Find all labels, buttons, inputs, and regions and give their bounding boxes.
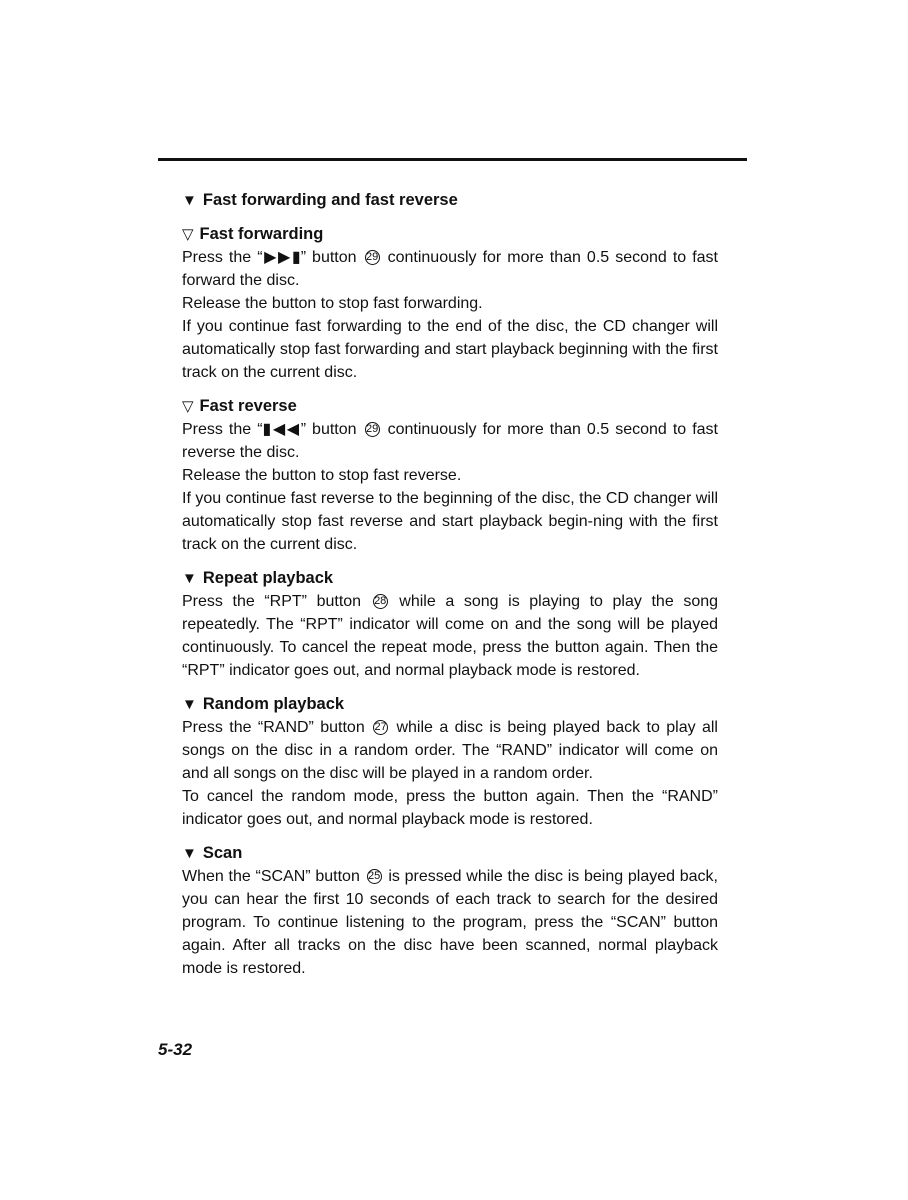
text-run: while a song is playing to play the song repeatedly. The “RPT” indicator will come on and the song will be played continuously. To cancel the repeat mode, press the button again. Then the “RPT” indicator goes out, and normal playback mode is restored. xyxy=(182,593,719,679)
paragraph: If you continue fast forwarding to the end of the disc, the CD changer will automatically stop fast forwarding and start playback beginning with the first track on the current disc. xyxy=(182,318,718,381)
text-run: Press the “▮◀◀” button xyxy=(182,421,363,438)
paragraph xyxy=(182,716,718,785)
paragraph xyxy=(182,590,718,682)
callout-number: 29 xyxy=(365,251,379,263)
text-run: Press the “▶▶▮” button xyxy=(182,249,363,266)
subsection-heading-text: Fast reverse xyxy=(199,397,297,415)
text-run: continuously for more than 0.5 second to fast reverse the disc. xyxy=(182,421,718,461)
subsection-fast-reverse xyxy=(182,395,718,556)
section-heading-text: Repeat playback xyxy=(202,569,334,587)
text-run: Press the “RPT” button xyxy=(182,593,371,610)
section-heading xyxy=(182,842,718,865)
section-heading xyxy=(182,693,718,716)
section-heading-text: Scan xyxy=(202,844,243,862)
text-run: is pressed while the disc is being played back, you can hear the first 10 seconds of each track to search for the desired program. To continue listening to the program, press the “SCAN” button again. After all tracks on the disc have been scanned, normal playback mode is restored. xyxy=(182,868,719,977)
section-heading xyxy=(182,567,718,590)
document-body xyxy=(182,189,718,991)
text-run: while a disc is being played back to play all songs on the disc in a random order. The “RAND” indicator will come on and all songs on the disc will be played in a random order. xyxy=(182,719,718,782)
paragraph: If you continue fast reverse to the beginning of the disc, the CD changer will automatically stop fast reverse and start playback begin-ning with the first track on the current disc. xyxy=(182,490,718,553)
down-triangle-filled-icon: ▼ xyxy=(182,696,197,713)
down-triangle-outline-icon: ▽ xyxy=(182,226,194,243)
paragraph: To cancel the random mode, press the button again. Then the “RAND” indicator goes out, and normal playback mode is restored. xyxy=(182,788,718,828)
subsection-fast-forwarding xyxy=(182,223,718,384)
section-random-playback xyxy=(182,693,718,831)
text-run: Press the “RAND” button xyxy=(182,719,372,736)
callout-number: 28 xyxy=(374,595,387,607)
paragraph: Release the button to stop fast forwarding. xyxy=(182,295,483,312)
subsection-heading-text: Fast forwarding xyxy=(199,225,324,243)
down-triangle-filled-icon: ▼ xyxy=(182,570,197,587)
section-heading-text: Fast forwarding and fast reverse xyxy=(202,191,458,209)
paragraph xyxy=(182,865,718,980)
top-rule xyxy=(158,158,747,161)
text-run: continuously for more than 0.5 second to fast forward the disc. xyxy=(182,249,718,289)
down-triangle-filled-icon: ▼ xyxy=(182,192,197,209)
section-scan xyxy=(182,842,718,980)
subsection-heading xyxy=(182,395,718,418)
section-heading xyxy=(182,189,718,212)
paragraph: Release the button to stop fast reverse. xyxy=(182,467,462,484)
paragraph xyxy=(182,418,718,464)
text-run: When the “SCAN” button xyxy=(182,868,365,885)
section-fast-forward-reverse xyxy=(182,189,718,212)
paragraph xyxy=(182,246,718,292)
callout-number: 29 xyxy=(365,423,379,435)
section-repeat-playback xyxy=(182,567,718,682)
section-heading-text: Random playback xyxy=(202,695,345,713)
subsection-heading xyxy=(182,223,718,246)
down-triangle-outline-icon: ▽ xyxy=(182,398,194,415)
page-number: 5-32 xyxy=(158,1040,193,1059)
down-triangle-filled-icon: ▼ xyxy=(182,845,197,862)
callout-number: 27 xyxy=(374,721,387,733)
callout-number: 25 xyxy=(367,870,381,882)
